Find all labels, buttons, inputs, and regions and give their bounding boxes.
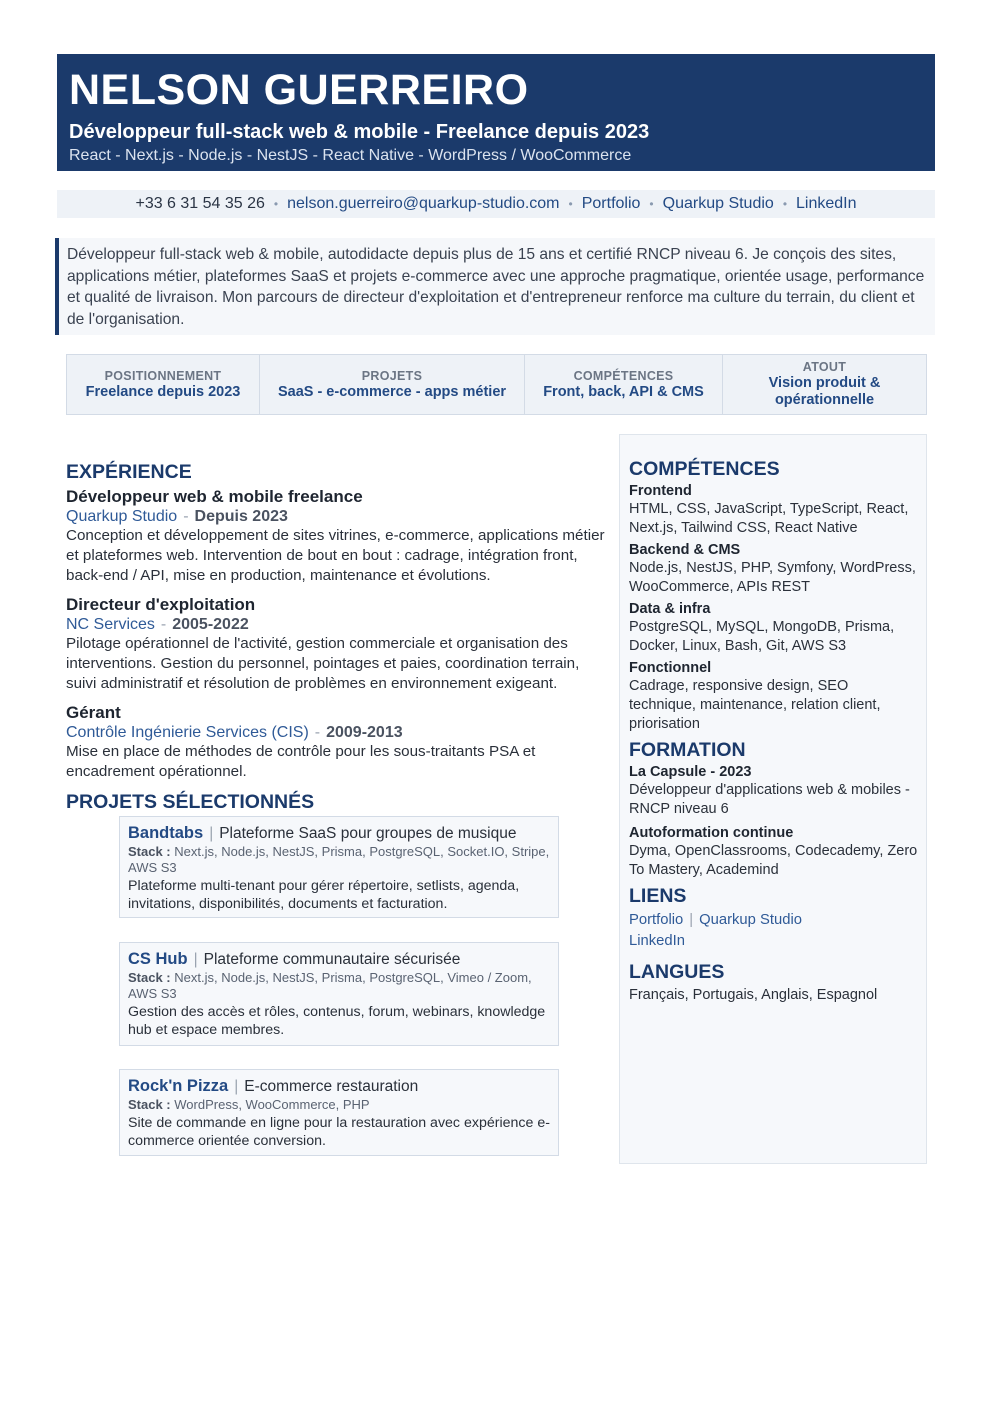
separator-dot: • bbox=[649, 197, 654, 211]
job-title: Gérant bbox=[66, 703, 121, 722]
job-title: Directeur d'exploitation bbox=[66, 595, 256, 614]
links-row bbox=[629, 931, 918, 952]
highlight-asset bbox=[723, 355, 926, 414]
profile-summary: Développeur full-stack web & mobile, autodidacte depuis plus de 15 ans et certifié RNCP niveau 6. Je conçois des sites, applications métier, plateformes SaaS et projets e-commerce avec une approche pragmatique, orientée usage, performance et qualité de livraison. Mon parcours de directeur d'exploitation et d'entrepreneur renforce ma culture du terrain, du client et de l'organisation. bbox=[55, 238, 935, 335]
company-name: NC Services bbox=[66, 616, 155, 633]
linkedin-link[interactable]: LinkedIn bbox=[796, 195, 857, 212]
project-description: Site de commande en ligne pour la restauration avec expérience e-commerce orientée conversion. bbox=[128, 1115, 550, 1149]
highlight-label: PROJETS bbox=[361, 368, 423, 383]
phone-number[interactable]: +33 6 31 54 35 26 bbox=[135, 195, 265, 212]
job-dates: 2005-2022 bbox=[172, 616, 249, 633]
skill-group-title: Backend & CMS bbox=[629, 542, 741, 558]
project-card bbox=[119, 1069, 559, 1156]
links-heading: LIENS bbox=[629, 885, 687, 907]
skill-group-text: Cadrage, responsive design, SEO technique, maintenance, relation client, priorisation bbox=[629, 678, 881, 732]
stack-list: WordPress, WooCommerce, PHP bbox=[174, 1097, 370, 1112]
project-card bbox=[119, 816, 559, 918]
job-description: Conception et développement de sites vitrines, e-commerce, applications métier et plateformes web. Intervention de bout en bout : cadrage, intégration front, back-end / API, mise en production, maintenance et évolutions. bbox=[66, 527, 605, 584]
project-description: Gestion des accès et rôles, contenus, forum, webinars, knowledge hub et espace membres. bbox=[128, 1004, 546, 1038]
stack-label: Stack : bbox=[128, 1097, 171, 1112]
job-meta bbox=[66, 615, 611, 634]
job-description: Pilotage opérationnel de l'activité, gestion commerciale et organisation des interventions. Gestion du personnel, pointages et paies, coordination terrain, suivi administratif et résolution de problèmes en environnement exigeant. bbox=[66, 635, 580, 692]
highlight-label: POSITIONNEMENT bbox=[104, 368, 222, 383]
skill-group-text: PostgreSQL, MySQL, MongoDB, Prisma, Docker, Linux, Bash, Git, AWS S3 bbox=[629, 619, 895, 654]
project-header bbox=[128, 949, 550, 970]
links-row bbox=[629, 910, 918, 931]
job-description: Mise en place de méthodes de contrôle pour les sous-traitants PSA et encadrement opérationnel. bbox=[66, 743, 536, 780]
project-description: Plateforme multi-tenant pour gérer répertoire, setlists, agenda, invitations, disponibilités, documents et facturation. bbox=[128, 878, 520, 912]
project-tagline: Plateforme SaaS pour groupes de musique bbox=[219, 825, 517, 842]
separator-bar: | bbox=[234, 1078, 239, 1095]
skill-group-title: Frontend bbox=[629, 483, 692, 499]
separator-bar: | bbox=[193, 951, 198, 968]
highlights-strip bbox=[66, 354, 927, 415]
experience-item bbox=[66, 594, 611, 694]
project-stack bbox=[128, 970, 550, 1002]
highlight-label: COMPÉTENCES bbox=[573, 368, 674, 383]
portfolio-link[interactable]: Portfolio bbox=[629, 912, 684, 928]
studio-link[interactable]: Quarkup Studio bbox=[699, 912, 802, 928]
project-header bbox=[128, 1076, 550, 1097]
languages-heading: LANGUES bbox=[629, 961, 725, 983]
skill-group-text: HTML, CSS, JavaScript, TypeScript, React, Next.js, Tailwind CSS, React Native bbox=[629, 501, 909, 536]
skill-group-title: Fonctionnel bbox=[629, 660, 712, 676]
separator-dot: • bbox=[568, 197, 573, 211]
skill-group-text: Node.js, NestJS, PHP, Symfony, WordPress, WooCommerce, APIs REST bbox=[629, 560, 916, 595]
highlight-label: ATOUT bbox=[802, 360, 847, 374]
education-text: Dyma, OpenClassrooms, Codecademy, Zero To Mastery, Academind bbox=[629, 843, 918, 878]
main-column bbox=[66, 460, 611, 814]
education-title: La Capsule - 2023 bbox=[629, 764, 752, 780]
project-tagline: E-commerce restauration bbox=[244, 1078, 419, 1095]
stack-list: Next.js, Node.js, NestJS, Prisma, PostgreSQL, Vimeo / Zoom, AWS S3 bbox=[128, 970, 532, 1001]
highlight-skills bbox=[525, 355, 723, 414]
experience-heading: EXPÉRIENCE bbox=[66, 461, 192, 483]
projects-heading: PROJETS SÉLECTIONNÉS bbox=[66, 791, 315, 813]
sidebar-column bbox=[619, 434, 927, 1164]
job-meta bbox=[66, 723, 611, 742]
stack-label: Stack : bbox=[128, 970, 171, 985]
separator-bar: | bbox=[209, 825, 214, 842]
highlight-value: Freelance depuis 2023 bbox=[85, 383, 241, 400]
skill-group-title: Data & infra bbox=[629, 601, 711, 617]
education-heading: FORMATION bbox=[629, 739, 746, 761]
project-name: CS Hub bbox=[128, 950, 188, 968]
skills-heading: COMPÉTENCES bbox=[629, 458, 780, 480]
languages-text: Français, Portugais, Anglais, Espagnol bbox=[629, 987, 878, 1003]
stack-label: Stack : bbox=[128, 844, 171, 859]
resume-header bbox=[57, 54, 935, 171]
tech-stack-line: React - Next.js - Node.js - NestJS - React Native - WordPress / WooCommerce bbox=[69, 147, 632, 164]
highlight-value: Vision produit & opérationnelle bbox=[768, 375, 881, 408]
job-dates: Depuis 2023 bbox=[194, 508, 288, 525]
job-title: Développeur web & mobile freelance bbox=[66, 487, 363, 506]
highlight-value: SaaS - e-commerce - apps métier bbox=[277, 383, 507, 400]
email-link[interactable]: nelson.guerreiro@quarkup-studio.com bbox=[287, 195, 560, 212]
studio-link[interactable]: Quarkup Studio bbox=[662, 195, 774, 212]
education-text: Développeur d'applications web & mobiles - RNCP niveau 6 bbox=[629, 782, 910, 817]
linkedin-link[interactable]: LinkedIn bbox=[629, 933, 685, 949]
project-stack bbox=[128, 844, 550, 876]
company-name: Contrôle Ingénierie Services (CIS) bbox=[66, 724, 309, 741]
meta-dash: - bbox=[314, 724, 321, 741]
highlight-positioning bbox=[67, 355, 260, 414]
job-dates: 2009-2013 bbox=[326, 724, 403, 741]
project-name: Rock'n Pizza bbox=[128, 1077, 229, 1095]
separator-bar: | bbox=[689, 912, 694, 928]
project-tagline: Plateforme communautaire sécurisée bbox=[203, 951, 461, 968]
company-name: Quarkup Studio bbox=[66, 508, 178, 525]
separator-dot: • bbox=[273, 197, 279, 211]
project-name: Bandtabs bbox=[128, 824, 204, 842]
stack-list: Next.js, Node.js, NestJS, Prisma, PostgreSQL, Socket.IO, Stripe, AWS S3 bbox=[128, 844, 550, 875]
meta-dash: - bbox=[160, 616, 167, 633]
portfolio-link[interactable]: Portfolio bbox=[581, 195, 641, 212]
project-header bbox=[128, 823, 550, 844]
experience-item bbox=[66, 486, 611, 586]
meta-dash: - bbox=[183, 508, 189, 525]
candidate-name: NELSON GUERREIRO bbox=[69, 66, 529, 114]
project-stack bbox=[128, 1097, 550, 1113]
job-headline: Développeur full-stack web & mobile - Freelance depuis 2023 bbox=[69, 121, 650, 143]
highlight-value: Front, back, API & CMS bbox=[543, 383, 704, 400]
project-card bbox=[119, 942, 559, 1046]
experience-item bbox=[66, 702, 611, 782]
highlight-projects bbox=[260, 355, 525, 414]
contact-bar bbox=[57, 190, 935, 218]
education-title: Autoformation continue bbox=[629, 825, 794, 841]
separator-dot: • bbox=[782, 197, 788, 211]
job-meta bbox=[66, 507, 611, 526]
